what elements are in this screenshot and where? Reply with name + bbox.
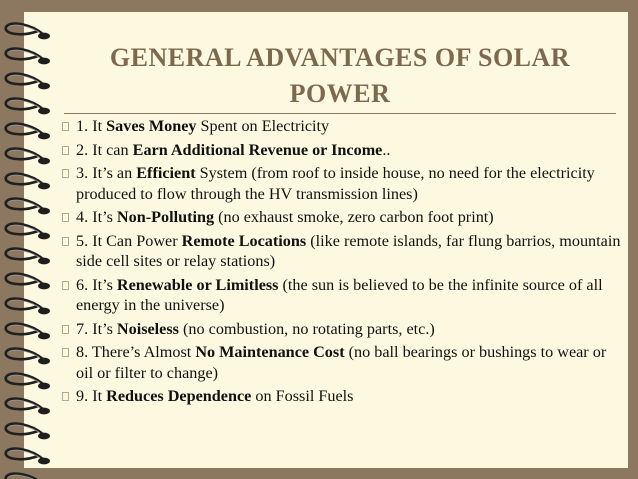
spiral-ring-icon <box>6 199 50 215</box>
bullet-icon <box>62 213 69 222</box>
title-line-1: GENERAL ADVANTAGES OF SOLAR <box>109 43 571 72</box>
list-item: 5. It Can Power Remote Locations (like remote islands, far flung barrios, mountain side cell sites or relay stations) <box>62 231 622 272</box>
bullet-icon <box>62 146 69 155</box>
spiral-ring-icon <box>6 449 50 465</box>
list-item: 6. It’s Renewable or Limitless (the sun is believed to be the infinite source of all energy in the universe) <box>62 275 622 316</box>
spiral-ring-icon <box>6 274 50 290</box>
list-item: 1. It Saves Money Spent on Electricity <box>62 116 622 137</box>
spiral-ring-icon <box>6 349 50 365</box>
bullet-icon <box>62 169 69 178</box>
spiral-ring-icon <box>6 49 50 65</box>
spiral-ring-icon <box>6 299 50 315</box>
title-line-2: POWER <box>289 79 391 108</box>
list-item: 7. It’s Noiseless (no combustion, no rotating parts, etc.) <box>62 319 622 340</box>
spiral-ring-icon <box>6 424 50 440</box>
list-item: 9. It Reduces Dependence on Fossil Fuels <box>62 386 622 407</box>
spiral-ring-icon <box>6 124 50 140</box>
bullet-icon <box>62 237 69 246</box>
spiral-ring-icon <box>6 149 50 165</box>
list-item: 2. It can Earn Additional Revenue or Income.. <box>62 140 622 161</box>
bullet-icon <box>62 348 69 357</box>
spiral-ring-icon <box>6 399 50 415</box>
spiral-ring-icon <box>6 74 50 90</box>
list-item: 3. It’s an Efficient System (from roof to inside house, no need for the electricity produced to flow through the HV transmission lines) <box>62 163 622 204</box>
spiral-ring-icon <box>6 99 50 115</box>
spiral-ring-icon <box>6 224 50 240</box>
list-item: 8. There’s Almost No Maintenance Cost (no ball bearings or bushings to wear or oil or filter to change) <box>62 342 622 383</box>
list-item: 4. It’s Non-Polluting (no exhaust smoke, zero carbon foot print) <box>62 207 622 228</box>
spiral-ring-icon <box>6 249 50 265</box>
spiral-ring-icon <box>6 374 50 390</box>
spiral-ring-icon <box>6 174 50 190</box>
bullet-icon <box>62 281 69 290</box>
spiral-ring-icon <box>6 24 50 40</box>
spiral-binding <box>0 0 70 479</box>
bullet-icon <box>62 325 69 334</box>
bullet-icon <box>62 122 69 131</box>
spiral-ring-icon <box>6 324 50 340</box>
spiral-ring-icon <box>6 474 50 479</box>
advantages-list <box>62 116 622 407</box>
bullet-icon <box>62 392 69 401</box>
title-divider <box>64 113 616 114</box>
slide-title <box>80 40 600 112</box>
